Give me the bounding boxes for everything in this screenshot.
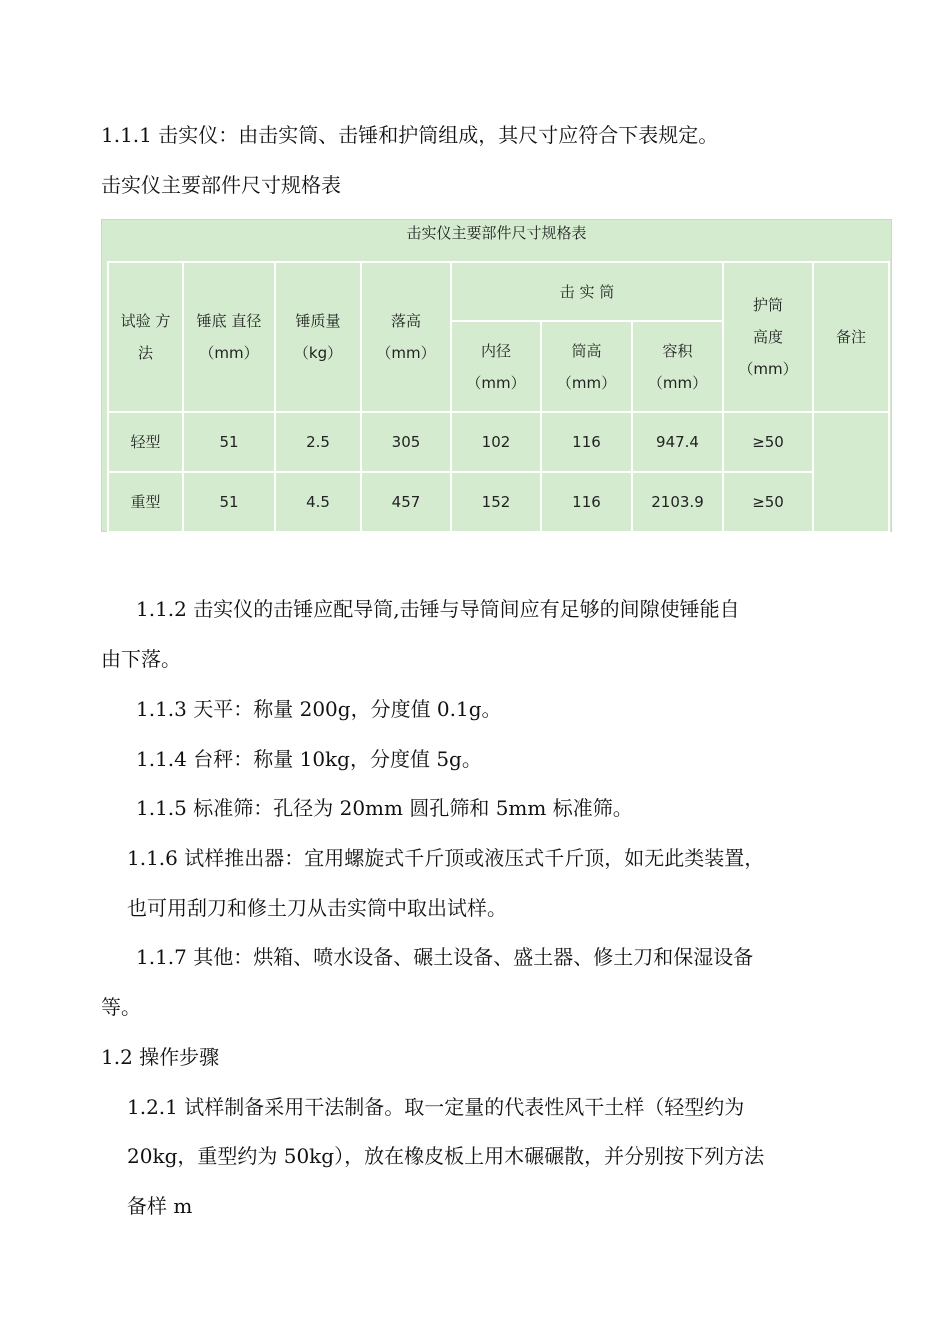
cell-mass: 2.5 <box>275 412 361 472</box>
header-note: 备注 <box>813 262 889 412</box>
cell-volume: 947.4 <box>632 412 723 472</box>
cell-inner: 152 <box>451 472 541 532</box>
cell-volume: 2103.9 <box>632 472 723 532</box>
para-1-1-2-line1: 1.1.2 击实仪的击锤应配导筒,击锤与导筒间应有足够的间隙使锤能自 <box>136 597 740 621</box>
table-title: 击实仪主要部件尺寸规格表 <box>101 173 341 197</box>
para-1-2-1-line1: 1.2.1 试样制备采用干法制备。取一定量的代表性风干土样（轻型约为 <box>127 1095 745 1119</box>
para-1-1-4: 1.1.4 台秤：称量 10kg，分度值 5g。 <box>136 747 482 771</box>
cell-diameter: 51 <box>183 472 275 532</box>
header-guard: 护筒 高度 （mm） <box>723 262 813 412</box>
spec-table-container <box>101 219 892 532</box>
cell-drop: 305 <box>361 412 451 472</box>
cell-inner: 102 <box>451 412 541 472</box>
cell-guard: ≥50 <box>723 412 813 472</box>
cell-guard: ≥50 <box>723 472 813 532</box>
cell-method: 重型 <box>108 472 183 532</box>
section-1-2-heading: 1.2 操作步骤 <box>101 1045 220 1069</box>
spec-table <box>107 261 890 533</box>
cell-note <box>813 412 889 532</box>
header-cylinder: 击 实 筒 <box>451 262 723 321</box>
para-1-1-1: 1.1.1 击实仪：由击实筒、击锤和护筒组成，其尺寸应符合下表规定。 <box>101 123 719 147</box>
cell-mass: 4.5 <box>275 472 361 532</box>
para-1-1-3: 1.1.3 天平：称量 200g，分度值 0.1g。 <box>136 697 502 721</box>
header-cyl-height: 筒高 （mm） <box>541 321 632 412</box>
para-1-1-6-line2: 也可用刮刀和修土刀从击实筒中取出试样。 <box>127 896 507 920</box>
para-1-1-6-line1: 1.1.6 试样推出器：宜用螺旋式千斤顶或液压式千斤顶，如无此类装置， <box>127 846 765 870</box>
cell-height: 116 <box>541 412 632 472</box>
header-drop: 落高 （mm） <box>361 262 451 412</box>
cell-drop: 457 <box>361 472 451 532</box>
header-method: 试验 方 法 <box>108 262 183 412</box>
header-volume: 容积 （mm） <box>632 321 723 412</box>
header-inner-diameter: 内径 （mm） <box>451 321 541 412</box>
table-caption: 击实仪主要部件尺寸规格表 <box>406 224 587 242</box>
para-1-1-2-line2: 由下落。 <box>101 647 181 671</box>
para-1-1-7-line2: 等。 <box>101 995 141 1019</box>
cell-height: 116 <box>541 472 632 532</box>
para-1-2-1-line2: 20kg，重型约为 50kg），放在橡皮板上用木碾碾散，并分别按下列方法 <box>127 1144 765 1168</box>
header-mass: 锤质量 （kg） <box>275 262 361 412</box>
table-row <box>108 412 889 472</box>
cell-method: 轻型 <box>108 412 183 472</box>
para-1-1-7-line1: 1.1.7 其他：烘箱、喷水设备、碾土设备、盛土器、修土刀和保湿设备 <box>136 945 754 969</box>
cell-diameter: 51 <box>183 412 275 472</box>
table-row <box>108 472 889 532</box>
para-1-1-5: 1.1.5 标准筛：孔径为 20mm 圆孔筛和 5mm 标准筛。 <box>136 796 633 820</box>
para-1-2-1-line3: 备样 m <box>127 1194 193 1218</box>
header-diameter: 锤底 直径 （mm） <box>183 262 275 412</box>
